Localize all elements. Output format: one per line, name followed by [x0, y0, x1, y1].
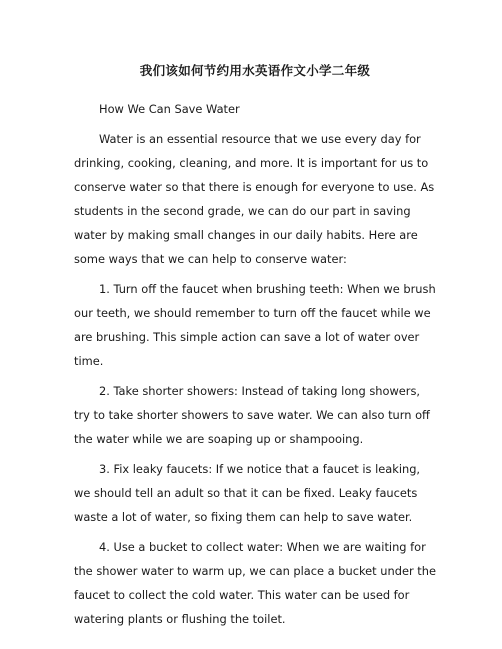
essay-heading: How We Can Save Water	[99, 102, 240, 116]
document-title: 我们该如何节约用水英语作文小学二年级	[139, 63, 371, 78]
paragraph-tip-2: 2. Take shorter showers: Instead of taking long showers, try to take shorter showers to save water. We can also turn off the water while we are soaping up or shampooing.	[74, 384, 430, 446]
paragraph-tip-4: 4. Use a bucket to collect water: When we are waiting for the shower water to warm up, we can place a bucket under the faucet to collect the cold water. This water can be used for watering plants or flushing the toilet.	[74, 540, 436, 626]
paragraph-tip-3: 3. Fix leaky faucets: If we notice that a faucet is leaking, we should tell an adult so that it can be fixed. Leaky faucets waste a lot of water, so fixing them can help to save water.	[74, 462, 421, 524]
paragraph-tip-1: 1. Turn off the faucet when brushing teeth: When we brush our teeth, we should remember to turn off the faucet while we are brushing. This simple action can save a lot of water over time.	[74, 282, 436, 368]
paragraph-intro: Water is an essential resource that we use every day for drinking, cooking, cleaning, and more. It is important for us to conserve water so that there is enough for everyone to use. As students in the second grade, we can do our part in saving water by making small changes in our daily habits. Here are some ways that we can help to conserve water:	[74, 132, 435, 266]
